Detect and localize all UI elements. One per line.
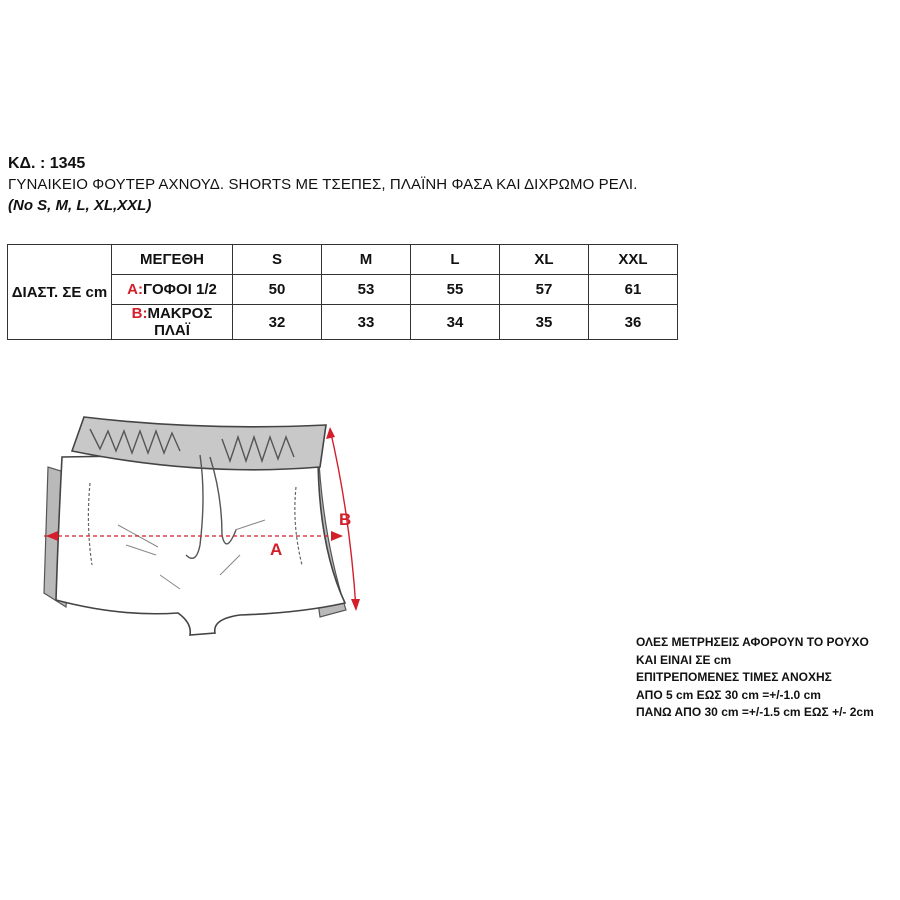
product-description: ΓΥΝΑΙΚΕΙΟ ΦΟΥΤΕΡ ΑΧΝΟΥΔ. SHORTS ΜΕ ΤΣΕΠΕΣ, ΠΛΑΪΝΗ ΦΑΣΑ ΚΑΙ ΔΙΧΡΩΜΟ ΡΕΛΙ. xyxy=(8,176,638,193)
header-title: ΜΕΓΕΘΗ xyxy=(112,245,233,275)
table-cell: 32 xyxy=(233,305,322,340)
measure-b-arrow-bottom xyxy=(351,599,360,611)
product-header xyxy=(8,153,637,217)
table-cell: 33 xyxy=(322,305,411,340)
size-m: M xyxy=(322,245,411,275)
row-label-hips xyxy=(112,275,233,305)
note-line: ΟΛΕΣ ΜΕΤΡΗΣΕΙΣ ΑΦΟΡΟΥΝ ΤΟ ΡΟΥΧΟ xyxy=(636,635,869,649)
measure-a-arrow-right xyxy=(331,531,343,541)
table-cell: 36 xyxy=(589,305,678,340)
row-letter-b: B: xyxy=(131,305,148,322)
note-line: ΚΑΙ ΕΙΝΑΙ ΣΕ cm xyxy=(636,652,732,667)
size-s: S xyxy=(233,245,322,275)
shorts-diagram xyxy=(0,395,380,645)
table-cell: 34 xyxy=(411,305,500,340)
measure-b-label: B xyxy=(339,510,352,529)
table-cell: 50 xyxy=(233,275,322,305)
product-code: ΚΔ. : 1345 xyxy=(8,155,86,172)
sizes-available: (No S, M, L, XL,XXL) xyxy=(8,197,152,214)
table-cell: 57 xyxy=(500,275,589,305)
table-cell: 53 xyxy=(322,275,411,305)
size-table xyxy=(7,244,678,340)
row-label-text: ΜΑΚΡΟΣ ΠΛΑΪ xyxy=(147,305,213,339)
size-l: L xyxy=(411,245,500,275)
table-cell: 35 xyxy=(500,305,589,340)
table-cell: 61 xyxy=(589,275,678,305)
measure-b-arrow-top xyxy=(326,427,335,439)
size-xxl: XXL xyxy=(589,245,678,275)
note-line: ΕΠΙΤΡΕΠΟΜΕΝΕΣ ΤΙΜΕΣ ΑΝΟΧΗΣ xyxy=(636,670,832,684)
side-label: ΔΙΑΣΤ. ΣΕ cm xyxy=(8,245,112,340)
row-label-text: ΓΟΦΟΙ 1/2 xyxy=(142,281,217,298)
row-letter-a: A: xyxy=(127,281,143,298)
note-line: ΑΠΟ 5 cm ΕΩΣ 30 cm =+/-1.0 cm xyxy=(636,687,821,702)
size-xl: XL xyxy=(500,245,589,275)
measure-a-label: A xyxy=(270,540,283,559)
note-line: ΠΑΝΩ ΑΠΟ 30 cm =+/-1.5 cm ΕΩΣ +/- 2cm xyxy=(636,705,874,719)
table-cell: 55 xyxy=(411,275,500,305)
measurement-notes xyxy=(636,634,874,722)
row-label-side-length xyxy=(112,305,233,340)
table-header-row xyxy=(8,245,678,275)
